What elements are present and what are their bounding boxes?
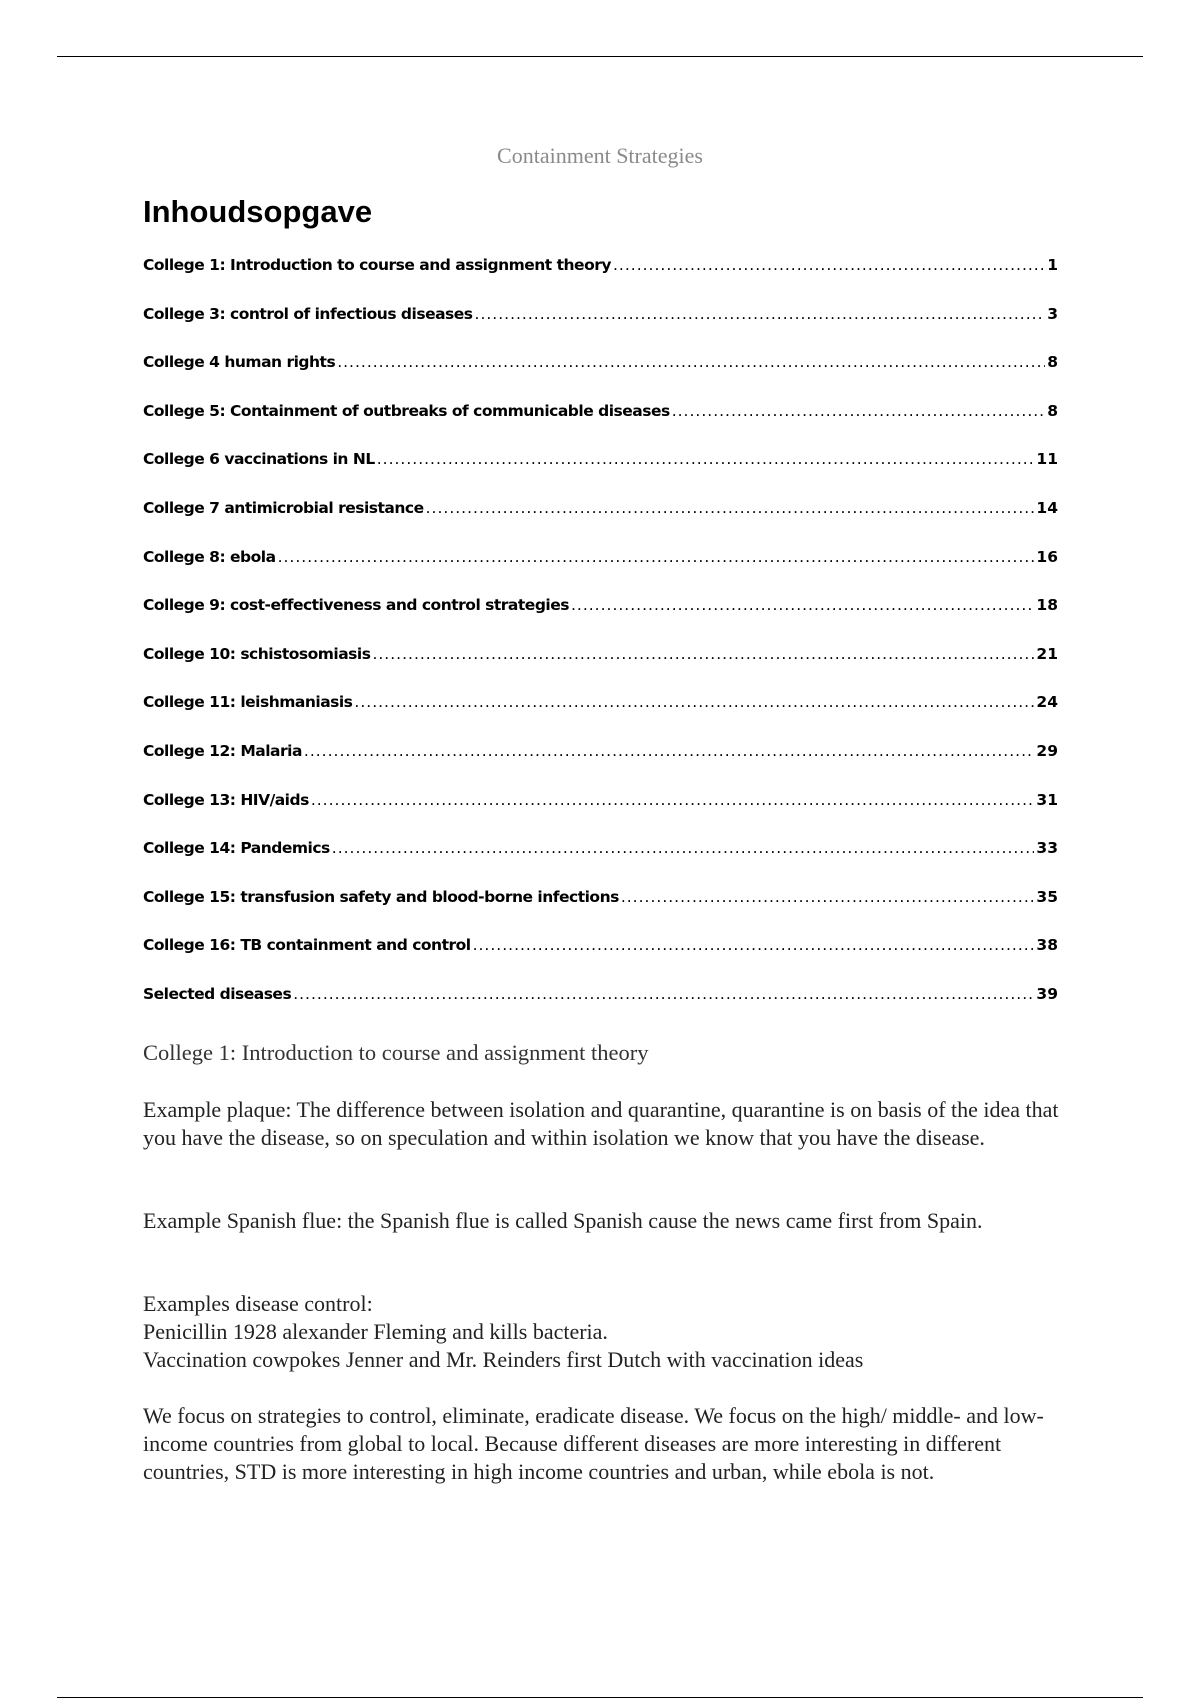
toc-entry-page: 16 <box>1036 547 1058 566</box>
toc-entry-label: College 15: transfusion safety and blood-borne infections <box>143 887 619 906</box>
toc-leader-dots <box>621 888 1035 906</box>
toc-entry-label: College 10: schistosomiasis <box>143 644 371 663</box>
toc-entry-page: 18 <box>1036 596 1058 615</box>
toc-entry-label: College 16: TB containment and control <box>143 936 471 955</box>
toc-entry-page: 8 <box>1047 353 1058 372</box>
toc-entry[interactable] <box>143 256 1058 305</box>
toc-entry-page: 33 <box>1036 839 1058 858</box>
toc-entry-label: College 11: leishmaniasis <box>143 693 353 712</box>
toc-leader-dots <box>293 985 1034 1003</box>
toc-entry[interactable] <box>143 596 1058 645</box>
toc-entry-label: College 3: control of infectious diseases <box>143 304 473 323</box>
examples-heading-line: Examples disease control: <box>143 1291 373 1316</box>
toc-entry-page: 3 <box>1047 304 1058 323</box>
toc-leader-dots <box>332 839 1035 857</box>
top-rule <box>57 56 1143 57</box>
toc-entry[interactable] <box>143 645 1058 694</box>
toc-heading: Inhoudsopgave <box>143 194 373 229</box>
toc-leader-dots <box>278 548 1035 566</box>
toc-entry[interactable] <box>143 402 1058 451</box>
toc-entry[interactable] <box>143 305 1058 354</box>
toc-entry-page: 38 <box>1036 936 1058 955</box>
toc-leader-dots <box>475 305 1046 323</box>
toc-entry-label: College 7 antimicrobial resistance <box>143 498 424 517</box>
toc-entry-label: College 6 vaccinations in NL <box>143 450 375 469</box>
table-of-contents <box>143 256 1058 1034</box>
toc-entry-page: 21 <box>1036 644 1058 663</box>
toc-leader-dots <box>672 402 1046 420</box>
paragraph-strategies-focus: We focus on strategies to control, eliminate, eradicate disease. We focus on the high/ middle- and low-income countries from global to local. Because different diseases are more interesting in different countries, STD is more interesting in high income countries and urban, while ebola is not. <box>143 1403 1044 1484</box>
vaccination-line: Vaccination cowpokes Jenner and Mr. Reinders first Dutch with vaccination ideas <box>143 1347 864 1372</box>
toc-entry[interactable] <box>143 450 1058 499</box>
toc-entry-page: 35 <box>1036 887 1058 906</box>
penicillin-line: Penicillin 1928 alexander Fleming and kills bacteria. <box>143 1319 608 1344</box>
toc-leader-dots <box>337 353 1045 371</box>
toc-entry-page: 24 <box>1036 693 1058 712</box>
paragraph-spanish-flue: Example Spanish flue: the Spanish flue is called Spanish cause the news came first from Spain. <box>143 1208 983 1233</box>
toc-leader-dots <box>571 596 1034 614</box>
toc-entry-page: 11 <box>1036 450 1058 469</box>
toc-entry-page: 31 <box>1036 790 1058 809</box>
toc-entry-label: College 8: ebola <box>143 547 276 566</box>
document-header-title: Containment Strategies <box>497 143 703 168</box>
toc-leader-dots <box>377 450 1035 468</box>
toc-entry-label: Selected diseases <box>143 984 292 1003</box>
toc-entry[interactable] <box>143 548 1058 597</box>
toc-entry[interactable] <box>143 985 1058 1034</box>
toc-entry-page: 8 <box>1047 401 1058 420</box>
toc-entry-page: 29 <box>1036 741 1058 760</box>
toc-entry[interactable] <box>143 936 1058 985</box>
toc-entry-label: College 1: Introduction to course and assignment theory <box>143 256 611 274</box>
toc-leader-dots <box>372 645 1034 663</box>
toc-entry-label: College 5: Containment of outbreaks of communicable diseases <box>143 401 670 420</box>
toc-leader-dots <box>613 256 1045 274</box>
paragraph-isolation-quarantine: Example plaque: The difference between isolation and quarantine, quarantine is on basis of the idea that you have the disease, so on speculation and within isolation we know that you have the disease. <box>143 1097 1059 1150</box>
toc-entry[interactable] <box>143 742 1058 791</box>
toc-leader-dots <box>473 936 1035 954</box>
toc-entry-page: 39 <box>1036 984 1058 1003</box>
toc-entry[interactable] <box>143 888 1058 937</box>
toc-entry-label: College 13: HIV/aids <box>143 790 309 809</box>
toc-entry-label: College 9: cost-effectiveness and control strategies <box>143 596 569 615</box>
toc-entry-page: 1 <box>1047 256 1058 274</box>
toc-entry-page: 14 <box>1036 498 1058 517</box>
bottom-rule <box>57 1697 1143 1698</box>
toc-entry-label: College 4 human rights <box>143 353 336 372</box>
toc-leader-dots <box>304 742 1035 760</box>
toc-leader-dots <box>354 693 1034 711</box>
section-heading: College 1: Introduction to course and assignment theory <box>143 1040 649 1065</box>
toc-leader-dots <box>426 499 1035 517</box>
toc-entry-label: College 14: Pandemics <box>143 839 330 858</box>
toc-entry[interactable] <box>143 693 1058 742</box>
paragraph-disease-control-examples <box>143 1290 1063 1374</box>
toc-entry[interactable] <box>143 839 1058 888</box>
toc-entry-label: College 12: Malaria <box>143 741 302 760</box>
toc-entry[interactable] <box>143 353 1058 402</box>
toc-entry[interactable] <box>143 791 1058 840</box>
toc-entry[interactable] <box>143 499 1058 548</box>
toc-leader-dots <box>311 791 1035 809</box>
